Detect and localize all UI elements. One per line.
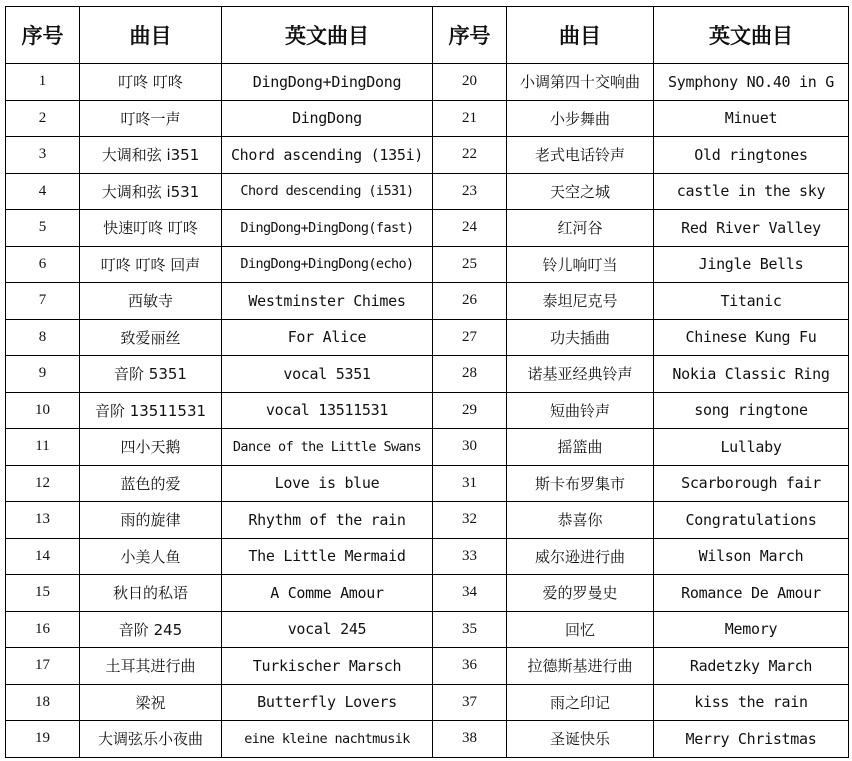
cell-english-title: Love is blue [222,465,433,502]
cell-english-title: eine kleine nachtmusik [222,721,433,758]
table-row [6,64,849,101]
cell-title: 梁祝 [80,684,222,721]
cell-english-title: Wilson March [654,538,849,575]
cell-english-title: Congratulations [654,502,849,539]
cell-title: 致爱丽丝 [80,319,222,356]
cell-no: 6 [6,246,80,283]
cell-english-title: Romance De Amour [654,575,849,612]
cell-no: 24 [433,210,507,247]
cell-no: 28 [433,356,507,393]
cell-no: 22 [433,137,507,174]
cell-title: 小调第四十交响曲 [507,64,654,101]
cell-english-title: DingDong+DingDong [222,64,433,101]
table-row [6,721,849,758]
cell-english-title: Jingle Bells [654,246,849,283]
cell-english-title: Lullaby [654,429,849,466]
table-row [6,429,849,466]
cell-title: 音阶 5351 [80,356,222,393]
table-row [6,100,849,137]
cell-title: 四小天鹅 [80,429,222,466]
cell-english-title: Minuet [654,100,849,137]
cell-no: 4 [6,173,80,210]
cell-no: 33 [433,538,507,575]
cell-no: 31 [433,465,507,502]
header-no-left: 序号 [6,7,80,64]
cell-english-title: The Little Mermaid [222,538,433,575]
cell-no: 27 [433,319,507,356]
cell-no: 34 [433,575,507,612]
table-row [6,319,849,356]
cell-title: 诺基亚经典铃声 [507,356,654,393]
cell-no: 13 [6,502,80,539]
ringtone-table [5,6,849,758]
cell-title: 土耳其进行曲 [80,648,222,685]
cell-no: 32 [433,502,507,539]
cell-no: 15 [6,575,80,612]
cell-no: 9 [6,356,80,393]
cell-title: 大调弦乐小夜曲 [80,721,222,758]
table-row [6,210,849,247]
cell-no: 11 [6,429,80,466]
cell-english-title: Old ringtones [654,137,849,174]
cell-title: 天空之城 [507,173,654,210]
cell-title: 西敏寺 [80,283,222,320]
cell-no: 3 [6,137,80,174]
table-row [6,173,849,210]
cell-english-title: DingDong [222,100,433,137]
cell-no: 10 [6,392,80,429]
cell-english-title: Symphony NO.40 in G [654,64,849,101]
cell-no: 26 [433,283,507,320]
cell-title: 音阶 13511531 [80,392,222,429]
table-row [6,246,849,283]
cell-title: 功夫插曲 [507,319,654,356]
header-no-right: 序号 [433,7,507,64]
cell-no: 29 [433,392,507,429]
cell-title: 雨之印记 [507,684,654,721]
header-row [6,7,849,64]
cell-title: 老式电话铃声 [507,137,654,174]
cell-title: 威尔逊进行曲 [507,538,654,575]
cell-english-title: vocal 5351 [222,356,433,393]
cell-no: 36 [433,648,507,685]
cell-title: 爱的罗曼史 [507,575,654,612]
cell-english-title: A Comme Amour [222,575,433,612]
header-english-title-left: 英文曲目 [222,7,433,64]
cell-english-title: Chinese Kung Fu [654,319,849,356]
cell-no: 14 [6,538,80,575]
table-row [6,356,849,393]
cell-english-title: Red River Valley [654,210,849,247]
cell-english-title: Turkischer Marsch [222,648,433,685]
cell-english-title: Chord descending (i531) [222,173,433,210]
cell-no: 5 [6,210,80,247]
cell-title: 秋日的私语 [80,575,222,612]
cell-title: 大调和弦 i531 [80,173,222,210]
cell-no: 20 [433,64,507,101]
cell-english-title: Chord ascending (135i) [222,137,433,174]
cell-title: 短曲铃声 [507,392,654,429]
cell-no: 16 [6,611,80,648]
cell-no: 8 [6,319,80,356]
cell-no: 17 [6,648,80,685]
cell-english-title: kiss the rain [654,684,849,721]
cell-title: 叮咚 叮咚 [80,64,222,101]
cell-english-title: Titanic [654,283,849,320]
cell-no: 30 [433,429,507,466]
cell-title: 音阶 245 [80,611,222,648]
cell-title: 斯卡布罗集市 [507,465,654,502]
cell-english-title: vocal 13511531 [222,392,433,429]
cell-english-title: Memory [654,611,849,648]
cell-title: 大调和弦 i351 [80,137,222,174]
table-row [6,538,849,575]
cell-english-title: Radetzky March [654,648,849,685]
cell-english-title: Merry Christmas [654,721,849,758]
table-row [6,575,849,612]
cell-no: 38 [433,721,507,758]
table-row [6,392,849,429]
cell-english-title: For Alice [222,319,433,356]
cell-english-title: Butterfly Lovers [222,684,433,721]
cell-no: 7 [6,283,80,320]
cell-title: 快速叮咚 叮咚 [80,210,222,247]
table-row [6,283,849,320]
cell-english-title: Nokia Classic Ring [654,356,849,393]
table-row [6,648,849,685]
table-row [6,137,849,174]
cell-title: 红河谷 [507,210,654,247]
cell-no: 21 [433,100,507,137]
header-english-title-right: 英文曲目 [654,7,849,64]
header-title-left: 曲目 [80,7,222,64]
cell-no: 19 [6,721,80,758]
cell-title: 叮咚 叮咚 回声 [80,246,222,283]
cell-title: 雨的旋律 [80,502,222,539]
cell-english-title: castle in the sky [654,173,849,210]
cell-english-title: Westminster Chimes [222,283,433,320]
cell-no: 2 [6,100,80,137]
cell-no: 23 [433,173,507,210]
cell-english-title: Rhythm of the rain [222,502,433,539]
cell-no: 25 [433,246,507,283]
cell-title: 小美人鱼 [80,538,222,575]
cell-english-title: vocal 245 [222,611,433,648]
table-row [6,684,849,721]
cell-no: 12 [6,465,80,502]
cell-no: 37 [433,684,507,721]
cell-title: 叮咚一声 [80,100,222,137]
table-row [6,611,849,648]
cell-english-title: Dance of the Little Swans [222,429,433,466]
cell-english-title: DingDong+DingDong(echo) [222,246,433,283]
cell-title: 小步舞曲 [507,100,654,137]
header-title-right: 曲目 [507,7,654,64]
table-body [6,64,849,758]
cell-title: 摇篮曲 [507,429,654,466]
cell-no: 18 [6,684,80,721]
cell-title: 回忆 [507,611,654,648]
cell-title: 泰坦尼克号 [507,283,654,320]
cell-no: 35 [433,611,507,648]
cell-english-title: DingDong+DingDong(fast) [222,210,433,247]
table-row [6,502,849,539]
cell-title: 蓝色的爱 [80,465,222,502]
table-row [6,465,849,502]
cell-title: 铃儿响叮当 [507,246,654,283]
table-header [6,7,849,64]
cell-no: 1 [6,64,80,101]
cell-title: 拉德斯基进行曲 [507,648,654,685]
cell-english-title: song ringtone [654,392,849,429]
cell-title: 恭喜你 [507,502,654,539]
cell-title: 圣诞快乐 [507,721,654,758]
cell-english-title: Scarborough fair [654,465,849,502]
